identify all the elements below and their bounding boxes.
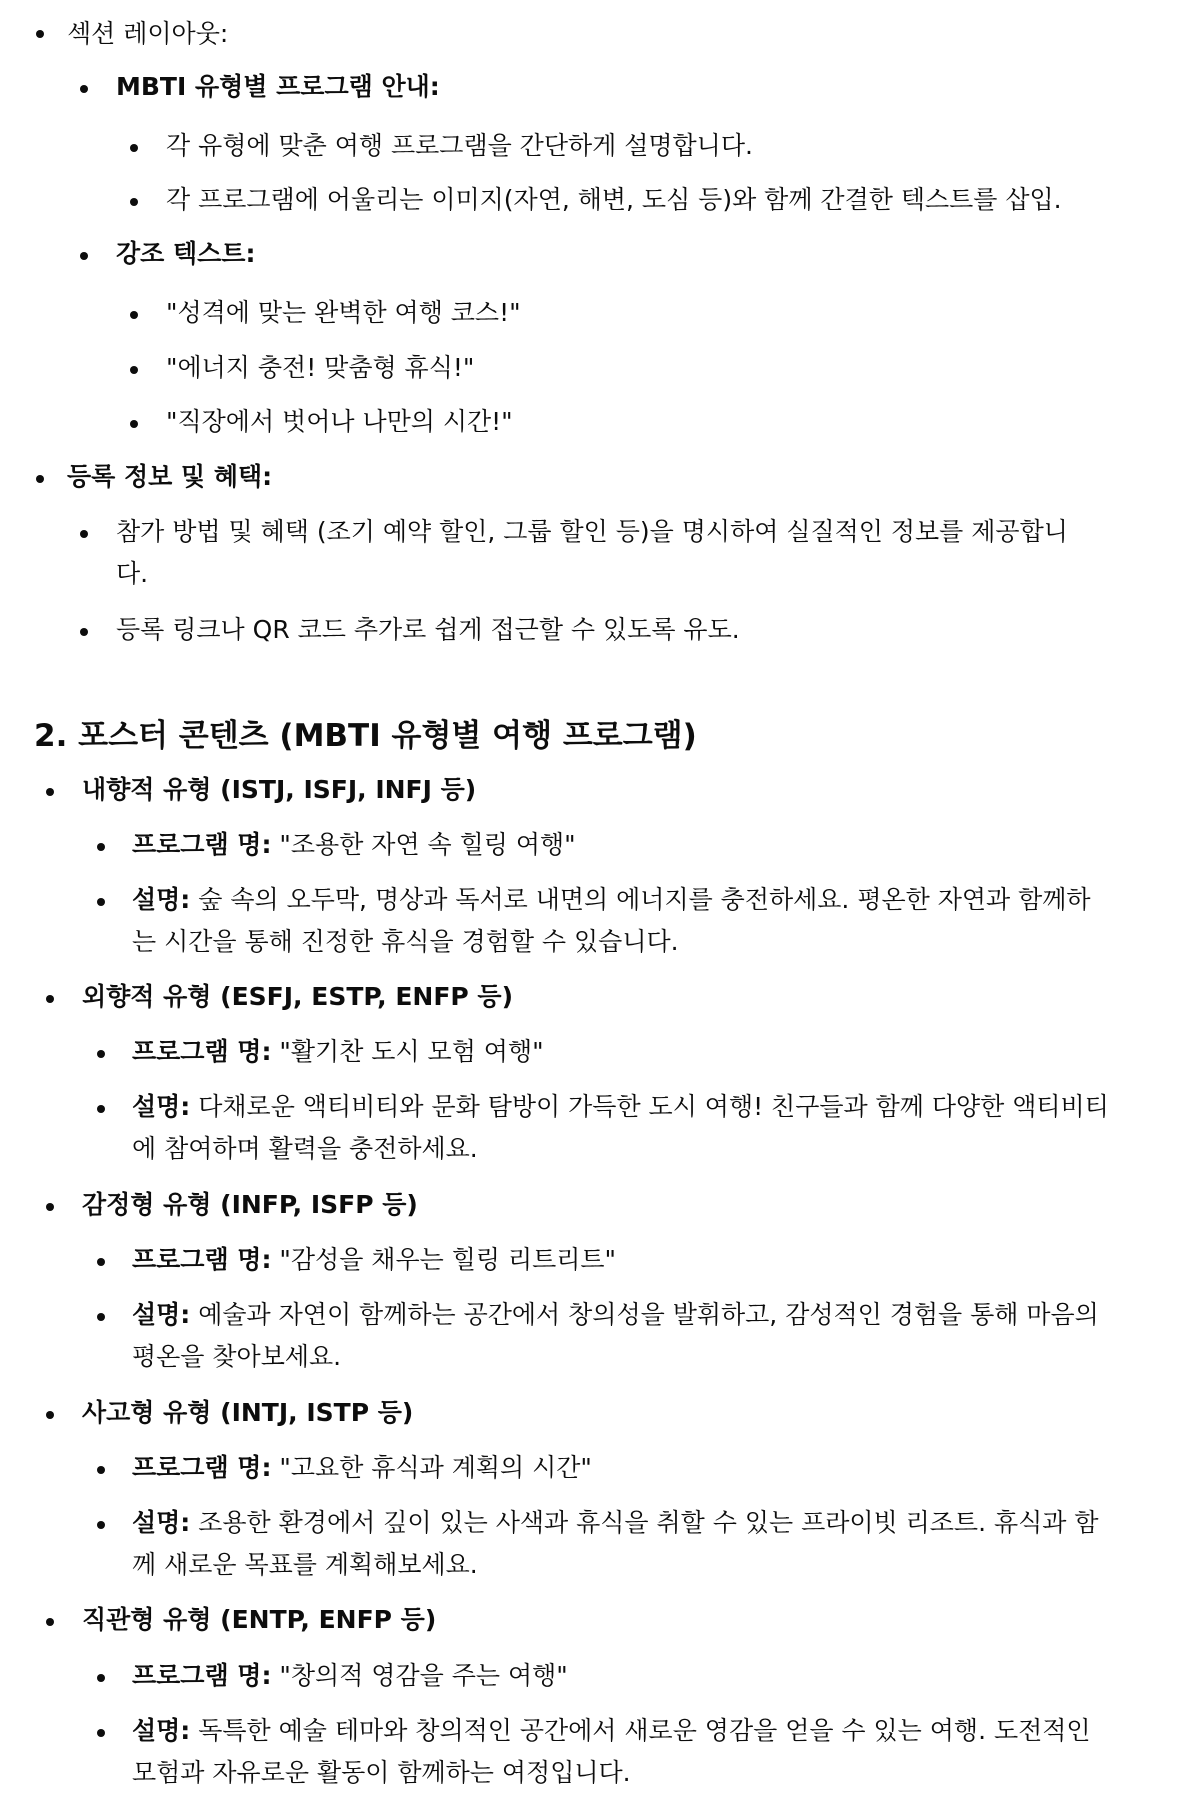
type-title: 사고형 유형 (INTJ, ISTP 등) xyxy=(82,1398,414,1427)
section-layout-label: 섹션 레이아웃: xyxy=(67,19,229,48)
list-item: 참가 방법 및 혜택 (조기 예약 할인, 그룹 할인 등)을 명시하여 실질적인 정보를 제공합니 xyxy=(116,517,1068,546)
bullet xyxy=(80,628,88,636)
program-value: "감성을 채우는 힐링 리트리트" xyxy=(271,1245,617,1274)
emphasis-label: 강조 텍스트: xyxy=(116,239,256,268)
bullet xyxy=(46,788,54,796)
bullet xyxy=(97,1466,105,1474)
bullet xyxy=(36,475,44,483)
program-desc-continued: 께 새로운 목표를 계획해보세요. xyxy=(132,1550,478,1579)
bullet xyxy=(97,1521,105,1529)
bullet xyxy=(97,1313,105,1321)
bullet xyxy=(97,1050,105,1058)
program-desc xyxy=(132,1294,1099,1336)
program-label: 프로그램 명: xyxy=(132,1453,272,1482)
program-name xyxy=(132,1239,616,1281)
desc-label: 설명: xyxy=(132,1300,191,1329)
desc-text: 예술과 자연이 함께하는 공간에서 창의성을 발휘하고, 감성적인 경험을 통해 마음의 xyxy=(190,1300,1099,1329)
type-title: 내향적 유형 (ISTJ, ISFJ, INFJ 등) xyxy=(82,775,477,804)
mbti-guide-label: MBTI 유형별 프로그램 안내: xyxy=(116,72,440,101)
program-name xyxy=(132,1031,544,1073)
desc-text: 숲 속의 오두막, 명상과 독서로 내면의 에너지를 충전하세요. 평온한 자연과 함께하 xyxy=(190,885,1091,914)
desc-label: 설명: xyxy=(132,1092,191,1121)
registration-label: 등록 정보 및 혜택: xyxy=(67,462,273,491)
bullet xyxy=(97,843,105,851)
bullet xyxy=(46,1203,54,1211)
type-title: 감정형 유형 (INFP, ISFP 등) xyxy=(82,1190,418,1219)
bullet xyxy=(130,144,138,152)
list-item: "성격에 맞는 완벽한 여행 코스!" xyxy=(166,298,521,327)
program-value: "활기찬 도시 모험 여행" xyxy=(271,1037,544,1066)
bullet xyxy=(46,1618,54,1626)
list-item: "직장에서 벗어나 나만의 시간!" xyxy=(166,407,513,436)
program-desc xyxy=(132,1502,1099,1544)
list-item: "에너지 충전! 맞춤형 휴식!" xyxy=(166,353,475,382)
type-title: 직관형 유형 (ENTP, ENFP 등) xyxy=(82,1605,437,1634)
bullet xyxy=(97,1729,105,1737)
list-item: 등록 링크나 QR 코드 추가로 쉽게 접근할 수 있도록 유도. xyxy=(116,615,740,644)
desc-label: 설명: xyxy=(132,885,191,914)
desc-text: 조용한 환경에서 깊이 있는 사색과 휴식을 취할 수 있는 프라이빗 리조트. 휴식과 함 xyxy=(190,1508,1099,1537)
bullet xyxy=(130,198,138,206)
program-desc xyxy=(132,879,1091,921)
bullet xyxy=(97,1258,105,1266)
program-name xyxy=(132,1447,592,1489)
desc-label: 설명: xyxy=(132,1508,191,1537)
bullet xyxy=(80,85,88,93)
list-item: 각 유형에 맞춘 여행 프로그램을 간단하게 설명합니다. xyxy=(166,131,753,160)
list-item-continued: 다. xyxy=(116,559,149,588)
bullet xyxy=(97,898,105,906)
type-title: 외향적 유형 (ESFJ, ESTP, ENFP 등) xyxy=(82,982,513,1011)
bullet xyxy=(46,995,54,1003)
program-desc-continued: 모험과 자유로운 활동이 함께하는 여정입니다. xyxy=(132,1758,631,1787)
program-desc-continued: 평온을 찾아보세요. xyxy=(132,1342,342,1371)
desc-label: 설명: xyxy=(132,1716,191,1745)
bullet xyxy=(97,1105,105,1113)
program-label: 프로그램 명: xyxy=(132,830,272,859)
program-value: "창의적 영감을 주는 여행" xyxy=(271,1661,568,1690)
bullet xyxy=(80,530,88,538)
list-item: 각 프로그램에 어울리는 이미지(자연, 해변, 도심 등)와 함께 간결한 텍스트를 삽입. xyxy=(166,185,1062,214)
program-desc-continued: 는 시간을 통해 진정한 휴식을 경험할 수 있습니다. xyxy=(132,927,679,956)
desc-text: 다채로운 액티비티와 문화 탐방이 가득한 도시 여행! 친구들과 함께 다양한 액티비티 xyxy=(190,1092,1109,1121)
program-name xyxy=(132,824,576,866)
poster-heading: 2. 포스터 콘텐츠 (MBTI 유형별 여행 프로그램) xyxy=(34,718,697,754)
bullet xyxy=(46,1411,54,1419)
program-value: "조용한 자연 속 힐링 여행" xyxy=(271,830,576,859)
bullet xyxy=(130,420,138,428)
program-label: 프로그램 명: xyxy=(132,1037,272,1066)
program-name xyxy=(132,1655,568,1697)
bullet xyxy=(130,366,138,374)
program-value: "고요한 휴식과 계획의 시간" xyxy=(271,1453,592,1482)
program-desc xyxy=(132,1086,1109,1128)
bullet xyxy=(97,1674,105,1682)
program-desc xyxy=(132,1710,1091,1752)
bullet xyxy=(130,311,138,319)
bullet xyxy=(36,30,44,38)
program-desc-continued: 에 참여하며 활력을 충전하세요. xyxy=(132,1134,478,1163)
bullet xyxy=(80,252,88,260)
program-label: 프로그램 명: xyxy=(132,1245,272,1274)
desc-text: 독특한 예술 테마와 창의적인 공간에서 새로운 영감을 얻을 수 있는 여행. 도전적인 xyxy=(190,1716,1091,1745)
program-label: 프로그램 명: xyxy=(132,1661,272,1690)
